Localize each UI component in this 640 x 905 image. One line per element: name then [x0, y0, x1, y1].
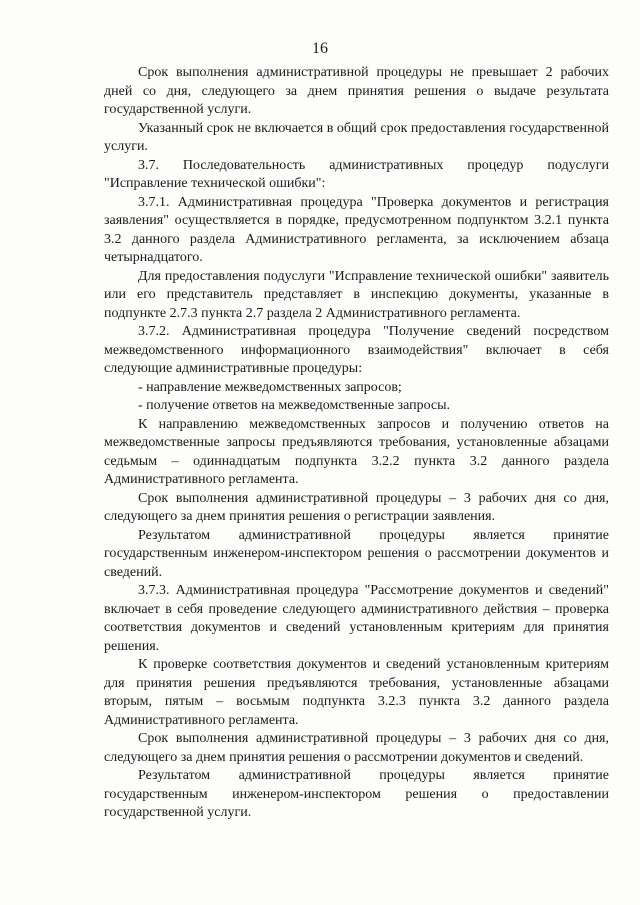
section-heading: 3.7. Последовательность административных процедур подуслуги "Исправление технической ошибки": — [104, 157, 609, 191]
document-body — [104, 64, 609, 823]
paragraph: Срок выполнения административной процедуры не превышает 2 рабочих дней со дня, следующего за днем принятия решения о выдаче результата государственной услуги. — [104, 65, 609, 117]
paragraph: К проверке соответствия документов и сведений установленным критериям для принятия решения предъявляются требования, установленные абзацами вторым, пятым – восьмым подпункта 3.2.3 пункта 3.2 данного раздела Административного регламента. — [104, 657, 609, 728]
paragraph: 3.7.3. Административная процедура "Рассмотрение документов и сведений" включает в себя проведение следующего административного действия – проверка соответствия документов и сведений установленным критериям для принятия решения. — [104, 583, 609, 654]
paragraph: К направлению межведомственных запросов и получению ответов на межведомственные запросы предъявляются требования, установленные абзацами седьмым – одиннадцатым подпункта 3.2.2 пункта 3.2 данного раздела Административного регламента. — [104, 416, 609, 487]
paragraph: Результатом административной процедуры является принятие государственным инженером-инспектором решения о рассмотрении документов и сведений. — [104, 527, 609, 580]
paragraph: Срок выполнения административной процедуры – 3 рабочих дня со дня, следующего за днем принятия решения о регистрации заявления. — [104, 490, 609, 524]
paragraph: 3.7.1. Административная процедура "Проверка документов и регистрация заявления" осуществляется в порядке, предусмотренном подпунктом 3.2.1 пункта 3.2 данного раздела Административного регламента, за исключением абзаца четырнадцатого. — [104, 194, 609, 265]
paragraph: Указанный срок не включается в общий срок предоставления государственной услуги. — [104, 120, 609, 154]
list-item: - получение ответов на межведомственные запросы. — [138, 398, 451, 413]
paragraph: Срок выполнения административной процедуры – 3 рабочих дня со дня, следующего за днем принятия решения о рассмотрении документов и сведений. — [104, 731, 609, 765]
paragraph: Результатом административной процедуры является принятие государственным инженером-инспектором решения о предоставлении государственной услуги. — [104, 768, 609, 820]
paragraph: 3.7.2. Административная процедура "Получение сведений посредством межведомственного информационного взаимодействия" включает в себя следующие административные процедуры: — [104, 324, 609, 376]
page-number: 16 — [312, 40, 328, 57]
paragraph: Для предоставления подуслуги "Исправление технической ошибки" заявитель или его представитель представляет в инспекцию документы, указанные в подпункте 2.7.3 пункта 2.7 раздела 2 Административного регламента. — [104, 268, 609, 321]
list-item: - направление межведомственных запросов; — [138, 379, 402, 395]
